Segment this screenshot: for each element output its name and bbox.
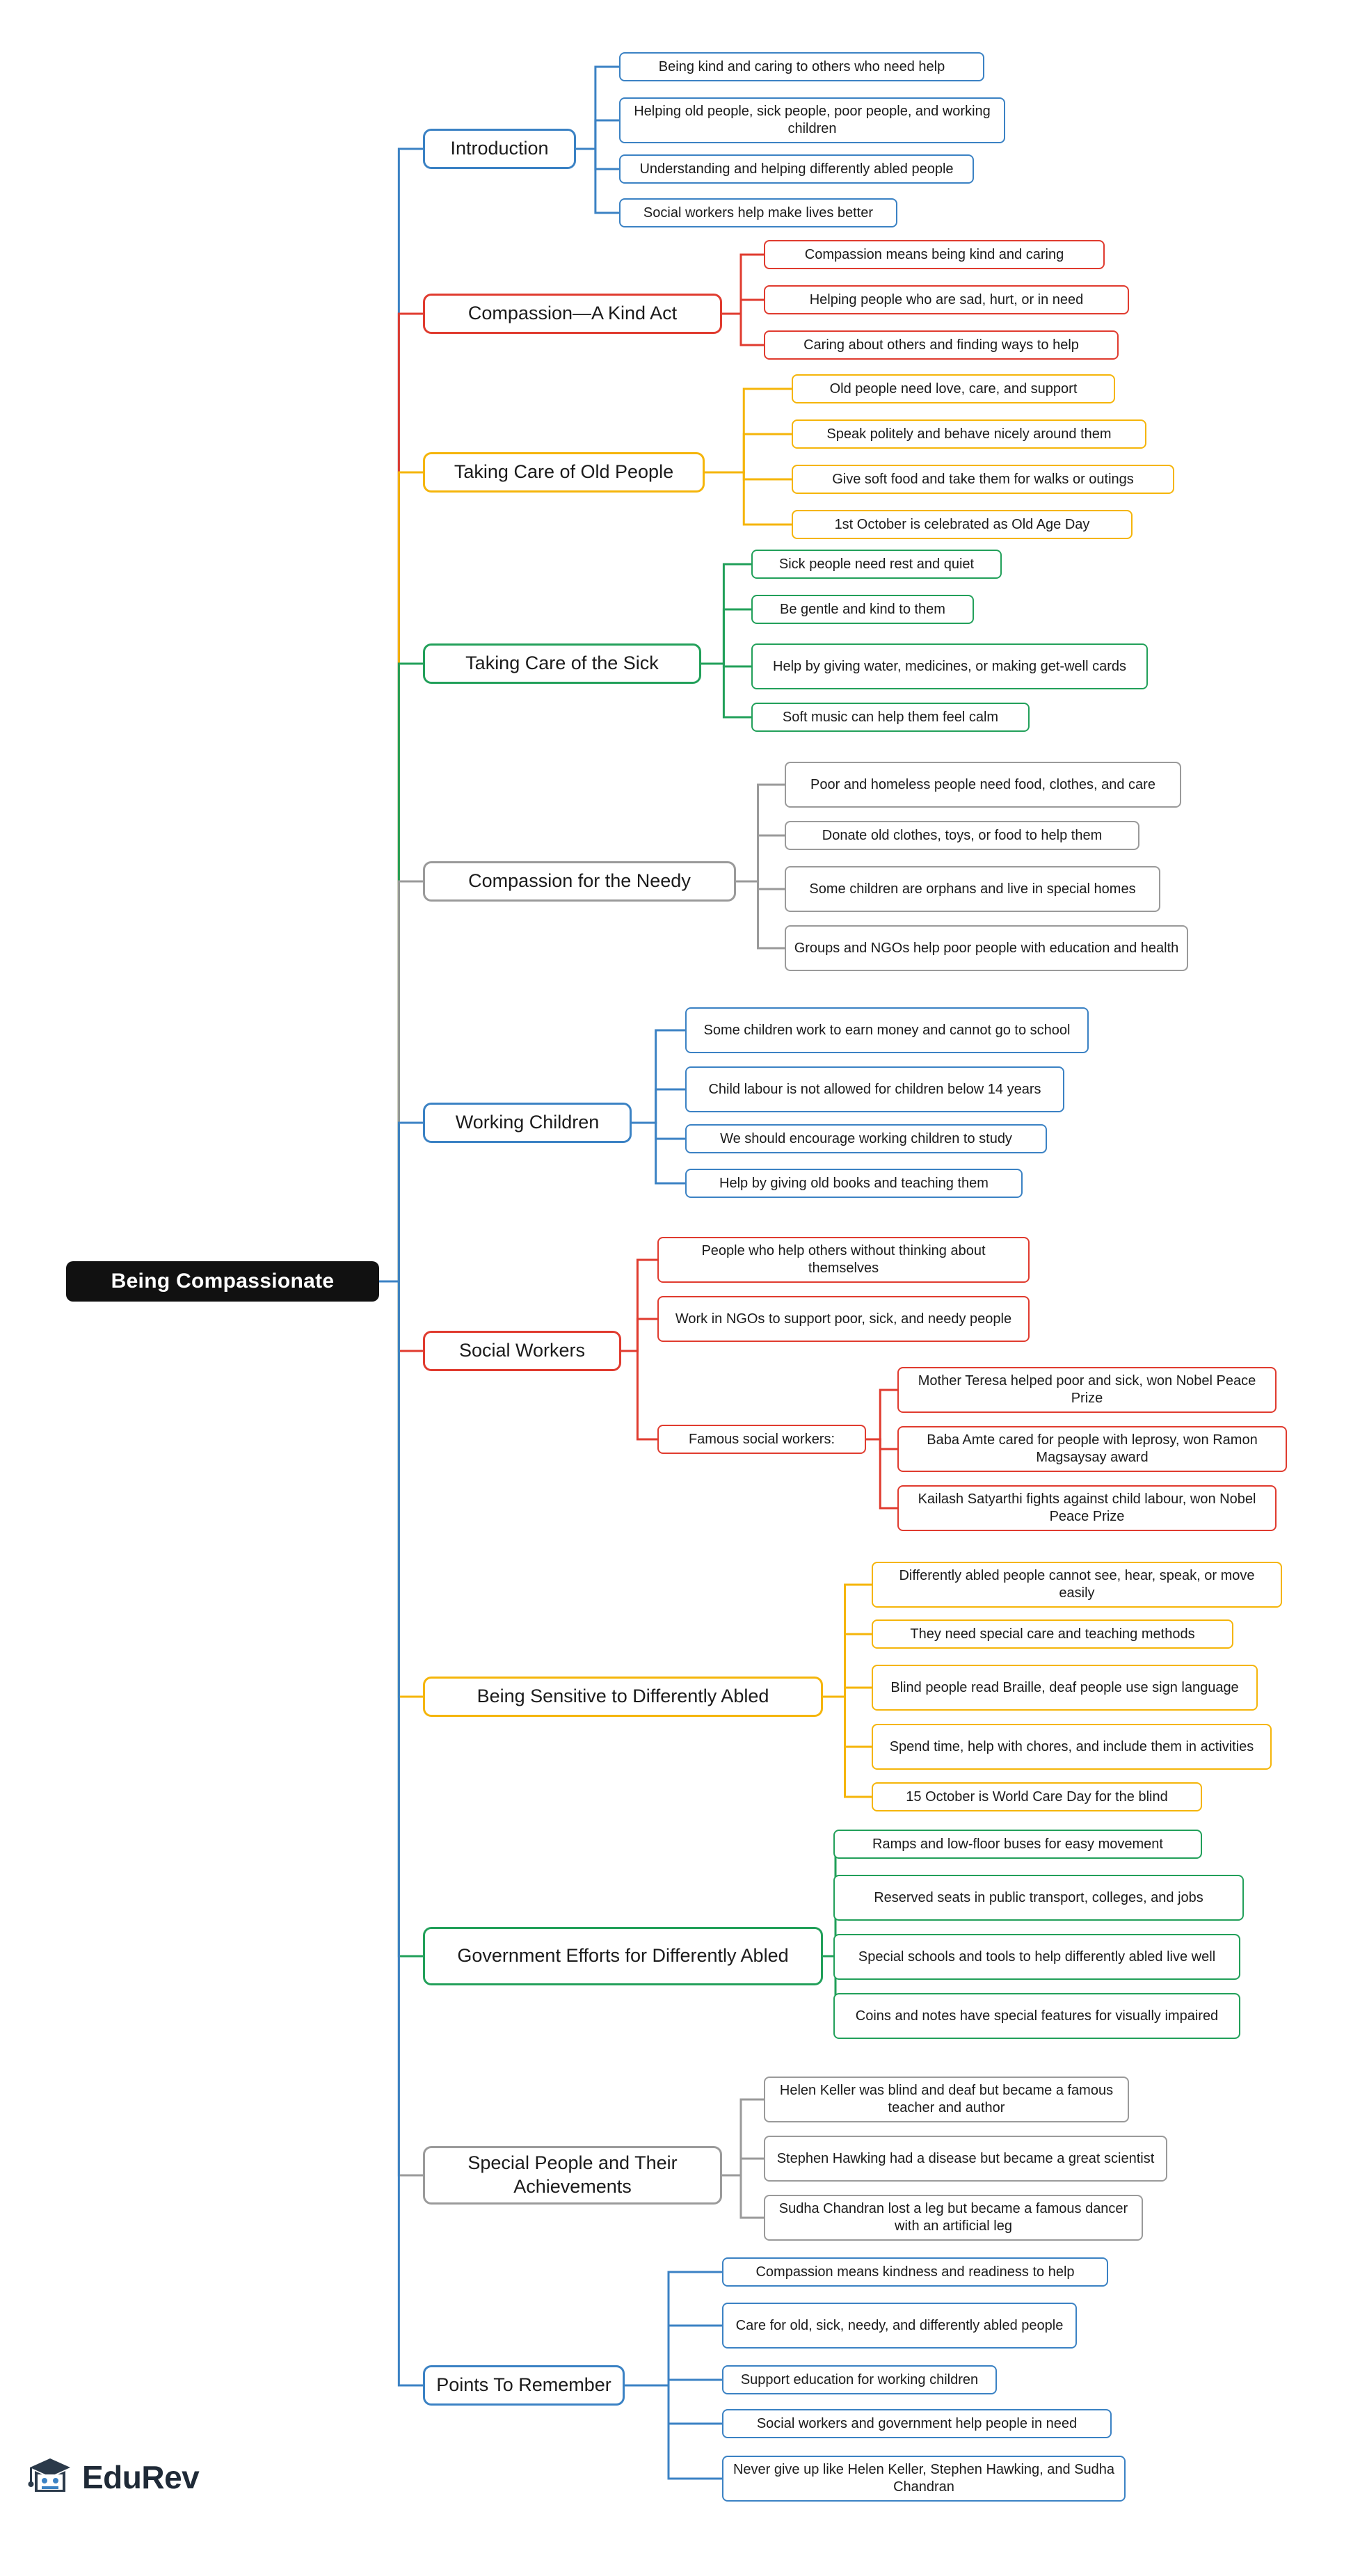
leaf-node-2-2[interactable]: Helping people who are sad, hurt, or in need [764, 285, 1129, 314]
leaf-node-6-4[interactable]: Help by giving old books and teaching them [685, 1169, 1023, 1198]
leaf-node-11-5[interactable]: Never give up like Helen Keller, Stephen Hawking, and Sudha Chandran [722, 2456, 1126, 2502]
leaf-node-7-2[interactable]: Work in NGOs to support poor, sick, and needy people [657, 1296, 1030, 1342]
branch-node-1[interactable]: Introduction [423, 129, 576, 169]
branch-node-6[interactable]: Working Children [423, 1103, 632, 1143]
leaf-node-10-1[interactable]: Helen Keller was blind and deaf but became a famous teacher and author [764, 2077, 1129, 2122]
leaf-node-5-2[interactable]: Donate old clothes, toys, or food to help them [785, 821, 1139, 850]
leaf-node-9-2[interactable]: Reserved seats in public transport, colleges, and jobs [833, 1875, 1244, 1921]
branch-node-4[interactable]: Taking Care of the Sick [423, 643, 701, 684]
leaf-node-3-4[interactable]: 1st October is celebrated as Old Age Day [792, 510, 1133, 539]
leaf-node-5-3[interactable]: Some children are orphans and live in special homes [785, 866, 1160, 912]
leaf-node-1-4[interactable]: Social workers help make lives better [619, 198, 897, 227]
leaf-node-4-2[interactable]: Be gentle and kind to them [751, 595, 974, 624]
leaf-node-2-3[interactable]: Caring about others and finding ways to help [764, 330, 1119, 360]
leaf-node-1-1[interactable]: Being kind and caring to others who need help [619, 52, 984, 81]
branch-node-8[interactable]: Being Sensitive to Differently Abled [423, 1677, 823, 1717]
leaf-node-9-4[interactable]: Coins and notes have special features for visually impaired [833, 1993, 1240, 2039]
leaf-node-1-3[interactable]: Understanding and helping differently abled people [619, 154, 974, 184]
leaf-node-11-2[interactable]: Care for old, sick, needy, and differently abled people [722, 2303, 1077, 2349]
branch-node-10[interactable]: Special People and Their Achievements [423, 2146, 722, 2205]
branch-node-11[interactable]: Points To Remember [423, 2365, 625, 2406]
graduation-cap-icon [28, 2456, 72, 2499]
branch-node-7[interactable]: Social Workers [423, 1331, 621, 1371]
leaf-node-8-1[interactable]: Differently abled people cannot see, hear, speak, or move easily [872, 1562, 1282, 1608]
leaf-node-8-2[interactable]: They need special care and teaching methods [872, 1619, 1233, 1649]
leaf-node-4-1[interactable]: Sick people need rest and quiet [751, 550, 1002, 579]
leaf-node-9-3[interactable]: Special schools and tools to help differently abled live well [833, 1934, 1240, 1980]
branch-node-2[interactable]: Compassion—A Kind Act [423, 294, 722, 334]
leaf-node-3-1[interactable]: Old people need love, care, and support [792, 374, 1115, 403]
leaf-node-7-3-2[interactable]: Baba Amte cared for people with leprosy, won Ramon Magsaysay award [897, 1426, 1287, 1472]
leaf-node-4-3[interactable]: Help by giving water, medicines, or making get-well cards [751, 643, 1148, 689]
leaf-node-11-1[interactable]: Compassion means kindness and readiness to help [722, 2257, 1108, 2287]
leaf-node-4-4[interactable]: Soft music can help them feel calm [751, 703, 1030, 732]
branch-node-3[interactable]: Taking Care of Old People [423, 452, 705, 493]
leaf-node-11-4[interactable]: Social workers and government help people in need [722, 2409, 1112, 2438]
leaf-node-7-3-3[interactable]: Kailash Satyarthi fights against child labour, won Nobel Peace Prize [897, 1485, 1277, 1531]
leaf-node-10-3[interactable]: Sudha Chandran lost a leg but became a famous dancer with an artificial leg [764, 2195, 1143, 2241]
leaf-node-11-3[interactable]: Support education for working children [722, 2365, 997, 2394]
leaf-node-8-3[interactable]: Blind people read Braille, deaf people use sign language [872, 1665, 1258, 1711]
leaf-node-3-2[interactable]: Speak politely and behave nicely around them [792, 419, 1146, 449]
leaf-node-8-5[interactable]: 15 October is World Care Day for the blind [872, 1782, 1202, 1811]
leaf-node-3-3[interactable]: Give soft food and take them for walks or outings [792, 465, 1174, 494]
leaf-node-6-3[interactable]: We should encourage working children to study [685, 1124, 1047, 1153]
leaf-node-9-1[interactable]: Ramps and low-floor buses for easy movement [833, 1830, 1202, 1859]
branch-node-9[interactable]: Government Efforts for Differently Abled [423, 1927, 823, 1985]
leaf-node-6-2[interactable]: Child labour is not allowed for children below 14 years [685, 1066, 1064, 1112]
leaf-node-7-3-1[interactable]: Mother Teresa helped poor and sick, won Nobel Peace Prize [897, 1367, 1277, 1413]
branch-node-5[interactable]: Compassion for the Needy [423, 861, 736, 902]
leaf-node-6-1[interactable]: Some children work to earn money and cannot go to school [685, 1007, 1089, 1053]
leaf-node-5-1[interactable]: Poor and homeless people need food, clothes, and care [785, 762, 1181, 808]
root-node: Being Compassionate [66, 1261, 379, 1302]
leaf-node-10-2[interactable]: Stephen Hawking had a disease but became a great scientist [764, 2136, 1167, 2182]
edurev-logo [28, 2456, 199, 2499]
leaf-node-2-1[interactable]: Compassion means being kind and caring [764, 240, 1105, 269]
leaf-node-7-3[interactable]: Famous social workers: [657, 1425, 866, 1454]
leaf-node-1-2[interactable]: Helping old people, sick people, poor people, and working children [619, 97, 1005, 143]
edurev-logo-text: EduRev [82, 2459, 200, 2495]
leaf-node-8-4[interactable]: Spend time, help with chores, and include them in activities [872, 1724, 1272, 1770]
leaf-node-7-1[interactable]: People who help others without thinking about themselves [657, 1237, 1030, 1283]
leaf-node-5-4[interactable]: Groups and NGOs help poor people with education and health [785, 925, 1188, 971]
